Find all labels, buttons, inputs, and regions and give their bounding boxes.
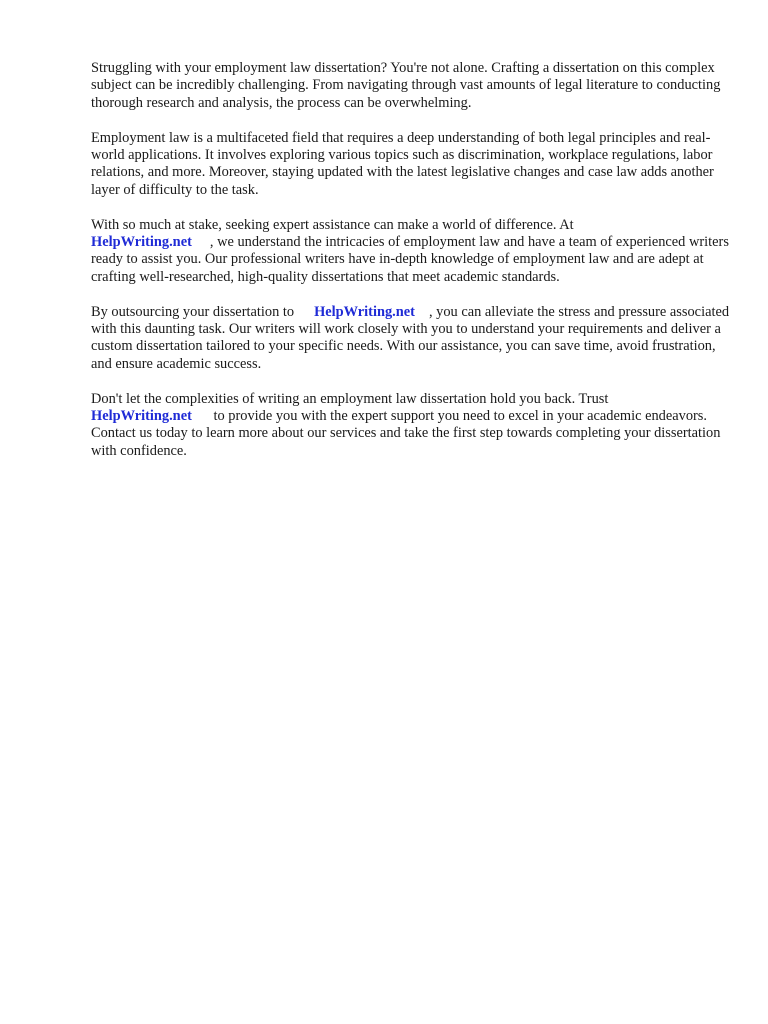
paragraph-text-after: , you can alleviate the stress and pressure associated with this daunting task. Our writers will work closely with you to understand your requirements and deliver a custom dissertation tailored to your specific needs. With our assistance, you can save time, avoid frustration, and ensure academic success. (91, 303, 730, 372)
helpwriting-link[interactable]: HelpWriting.net (91, 234, 192, 251)
paragraph-call-to-action (91, 391, 731, 461)
paragraph-text-before: With so much at stake, seeking expert assistance can make a world of difference. At (91, 216, 574, 233)
paragraph-text-before: Don't let the complexities of writing an employment law dissertation hold you back. Trust (91, 390, 609, 407)
paragraph-employment-law: Employment law is a multifaceted field that requires a deep understanding of both legal principles and real-world applications. It involves exploring various topics such as discrimination, workplace regulations, labor relations, and more. Moreover, staying updated with the latest legislative changes and case law adds another layer of difficulty to the task. (91, 129, 714, 198)
paragraph-text-before: By outsourcing your dissertation to (91, 303, 295, 320)
paragraph-text-after: , we understand the intricacies of employment law and have a team of experienced writers ready to assist you. Our professional writers have in-depth knowledge of employment law and are adept at crafting well-researched, high-quality dissertations that meet academic standards. (91, 234, 729, 285)
paragraph-text-after: to provide you with the expert support you need to excel in your academic endeavors. Contact us today to learn more about our services and take the first step towards completing your dissertation with confidence. (91, 408, 721, 459)
paragraph-intro: Struggling with your employment law dissertation? You're not alone. Crafting a dissertation on this complex subject can be incredibly challenging. From navigating through vast amounts of legal literature to conducting thorough research and analysis, the process can be overwhelming. (91, 60, 721, 111)
helpwriting-link[interactable]: HelpWriting.net (314, 303, 415, 320)
helpwriting-link[interactable]: HelpWriting.net (91, 408, 192, 425)
paragraph-outsourcing (91, 304, 731, 374)
paragraph-expert-assistance (91, 217, 731, 287)
document-body (91, 60, 731, 478)
